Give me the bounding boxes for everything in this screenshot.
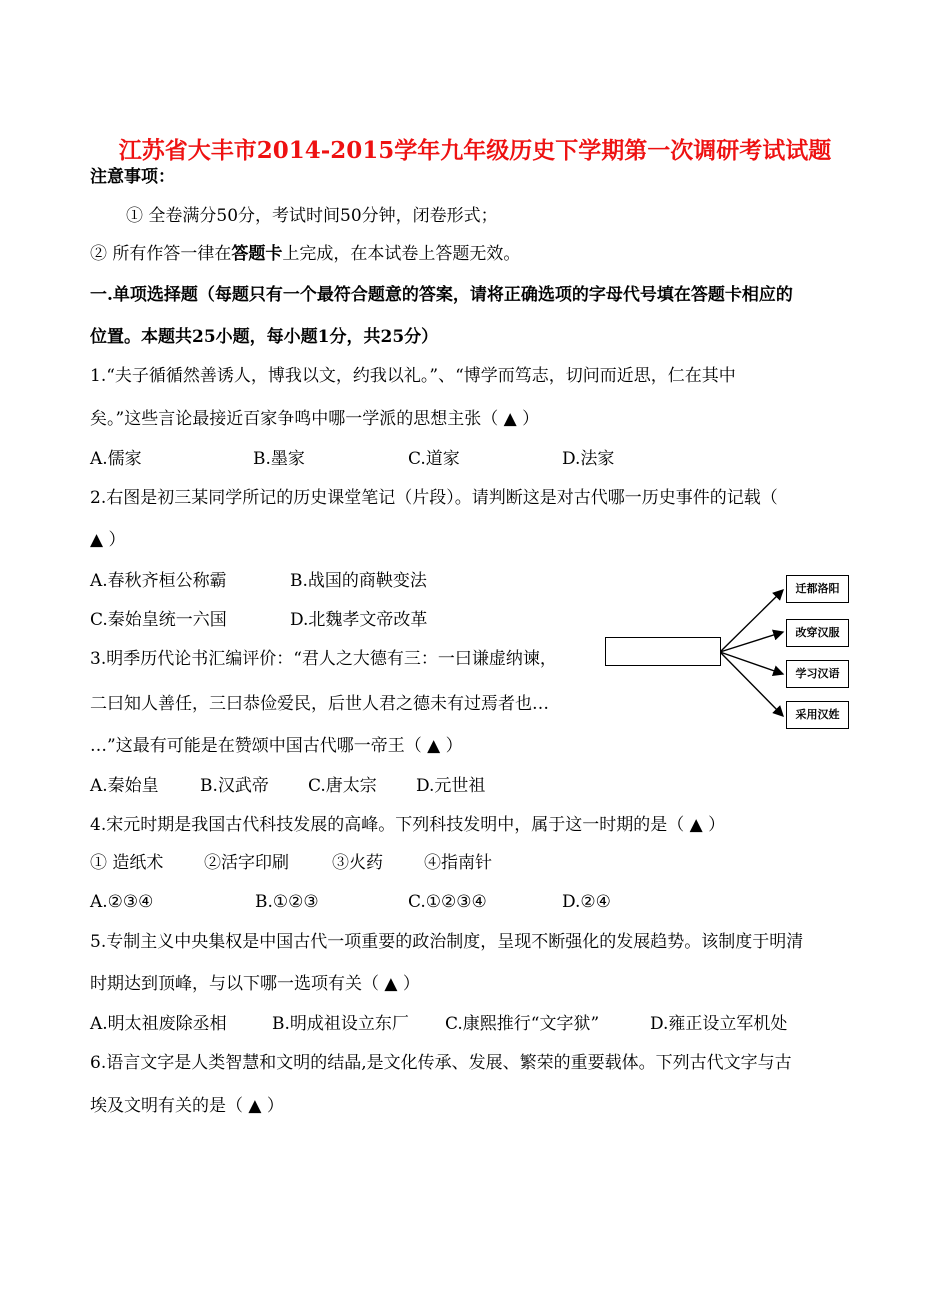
q2-option-a: A.春秋齐桓公称霸 [90, 571, 227, 591]
diagram-blank-box [605, 637, 721, 666]
q1-option-c: C.道家 [408, 449, 460, 469]
q5-option-d: D.雍正设立军机处 [650, 1014, 788, 1034]
q2-stem-line2: ▲ ） [90, 530, 126, 550]
q3-option-a: A.秦始皇 [90, 776, 159, 796]
q2-notes-diagram [600, 568, 860, 728]
diagram-node-4 [786, 701, 849, 729]
q3-option-d: D.元世祖 [416, 776, 486, 796]
q4-item-2: ②活字印刷 [204, 853, 289, 873]
section-heading-line1: 一.单项选择题（每题只有一个最符合题意的答案，请将正确选项的字母代号填在答题卡相应的 [90, 285, 793, 305]
q4-option-d: D.②④ [562, 892, 611, 912]
notice-item-2-post: 上完成，在本试卷上答题无效。 [282, 244, 521, 264]
q4-item-3: ③火药 [332, 853, 383, 873]
q5-option-a: A.明太祖废除丞相 [90, 1014, 227, 1034]
q4-item-1: ① 造纸术 [90, 853, 164, 873]
diagram-node-3-label: 学习汉语 [795, 667, 840, 680]
q3-option-b: B.汉武帝 [200, 776, 269, 796]
q4-stem-line1: 4.宋元时期是我国古代科技发展的高峰。下列科技发明中，属于这一时期的是（ ▲ ） [90, 815, 726, 835]
diagram-node-2-label: 改穿汉服 [795, 626, 840, 639]
notice-item-2-bold: 答题卡 [231, 244, 283, 264]
q3-option-c: C.唐太宗 [308, 776, 377, 796]
q4-option-a: A.②③④ [90, 892, 154, 912]
q2-option-c: C.秦始皇统一六国 [90, 610, 227, 630]
q4-option-c: C.①②③④ [408, 892, 487, 912]
q5-stem-line1: 5.专制主义中央集权是中国古代一项重要的政治制度，呈现不断强化的发展趋势。该制度于明清 [90, 932, 804, 952]
diagram-node-1 [786, 575, 849, 603]
q4-item-4: ④指南针 [424, 853, 492, 873]
q1-stem-line2: 矣。”这些言论最接近百家争鸣中哪一学派的思想主张（ ▲ ） [90, 409, 540, 429]
q3-stem-line1: 3.明季历代论书汇编评价：“君人之大德有三：一曰谦虚纳谏， [90, 649, 557, 669]
notice-item-2-pre: ② 所有作答一律在 [90, 244, 232, 264]
q5-option-b: B.明成祖设立东厂 [272, 1014, 409, 1034]
diagram-node-3 [786, 660, 849, 688]
q1-option-b: B.墨家 [253, 449, 305, 469]
notice-item-2 [90, 243, 520, 265]
diagram-node-2 [786, 619, 849, 647]
q5-stem-line2: 时期达到顶峰，与以下哪一选项有关（ ▲ ） [90, 974, 420, 994]
q3-stem-line3: …”这最有可能是在赞颂中国古代哪一帝王（ ▲ ） [90, 736, 463, 756]
q3-stem-line2: 二曰知人善任，三曰恭俭爱民，后世人君之德未有过焉者也… [90, 694, 549, 714]
q2-option-b: B.战国的商鞅变法 [290, 571, 427, 591]
q6-stem-line2: 埃及文明有关的是（ ▲ ） [90, 1096, 284, 1116]
q4-option-b: B.①②③ [255, 892, 319, 912]
q5-option-c: C.康熙推行“文字狱” [445, 1014, 600, 1034]
q1-option-a: A.儒家 [90, 449, 142, 469]
q6-stem-line1: 6.语言文字是人类智慧和文明的结晶,是文化传承、发展、繁荣的重要载体。下列古代文字与古 [90, 1053, 792, 1073]
q1-option-d: D.法家 [562, 449, 615, 469]
q2-option-d: D.北魏孝文帝改革 [290, 610, 428, 630]
diagram-node-4-label: 采用汉姓 [795, 708, 840, 721]
notice-heading: 注意事项： [90, 167, 175, 187]
q1-stem-line1: 1.“夫子循循然善诱人，博我以文，约我以礼。”、“博学而笃志，切问而近思，仁在其中 [90, 366, 736, 386]
section-heading-line2: 位置。本题共25小题，每小题1分，共25分） [90, 327, 439, 347]
notice-item-1: ① 全卷满分50分，考试时间50分钟，闭卷形式； [126, 206, 498, 226]
q2-stem-line1: 2.右图是初三某同学所记的历史课堂笔记（片段）。请判断这是对古代哪一历史事件的记载（ [90, 488, 778, 508]
page-title: 江苏省大丰市2014-2015学年九年级历史下学期第一次调研考试试题 [118, 137, 832, 164]
diagram-node-1-label: 迁都洛阳 [795, 582, 840, 595]
